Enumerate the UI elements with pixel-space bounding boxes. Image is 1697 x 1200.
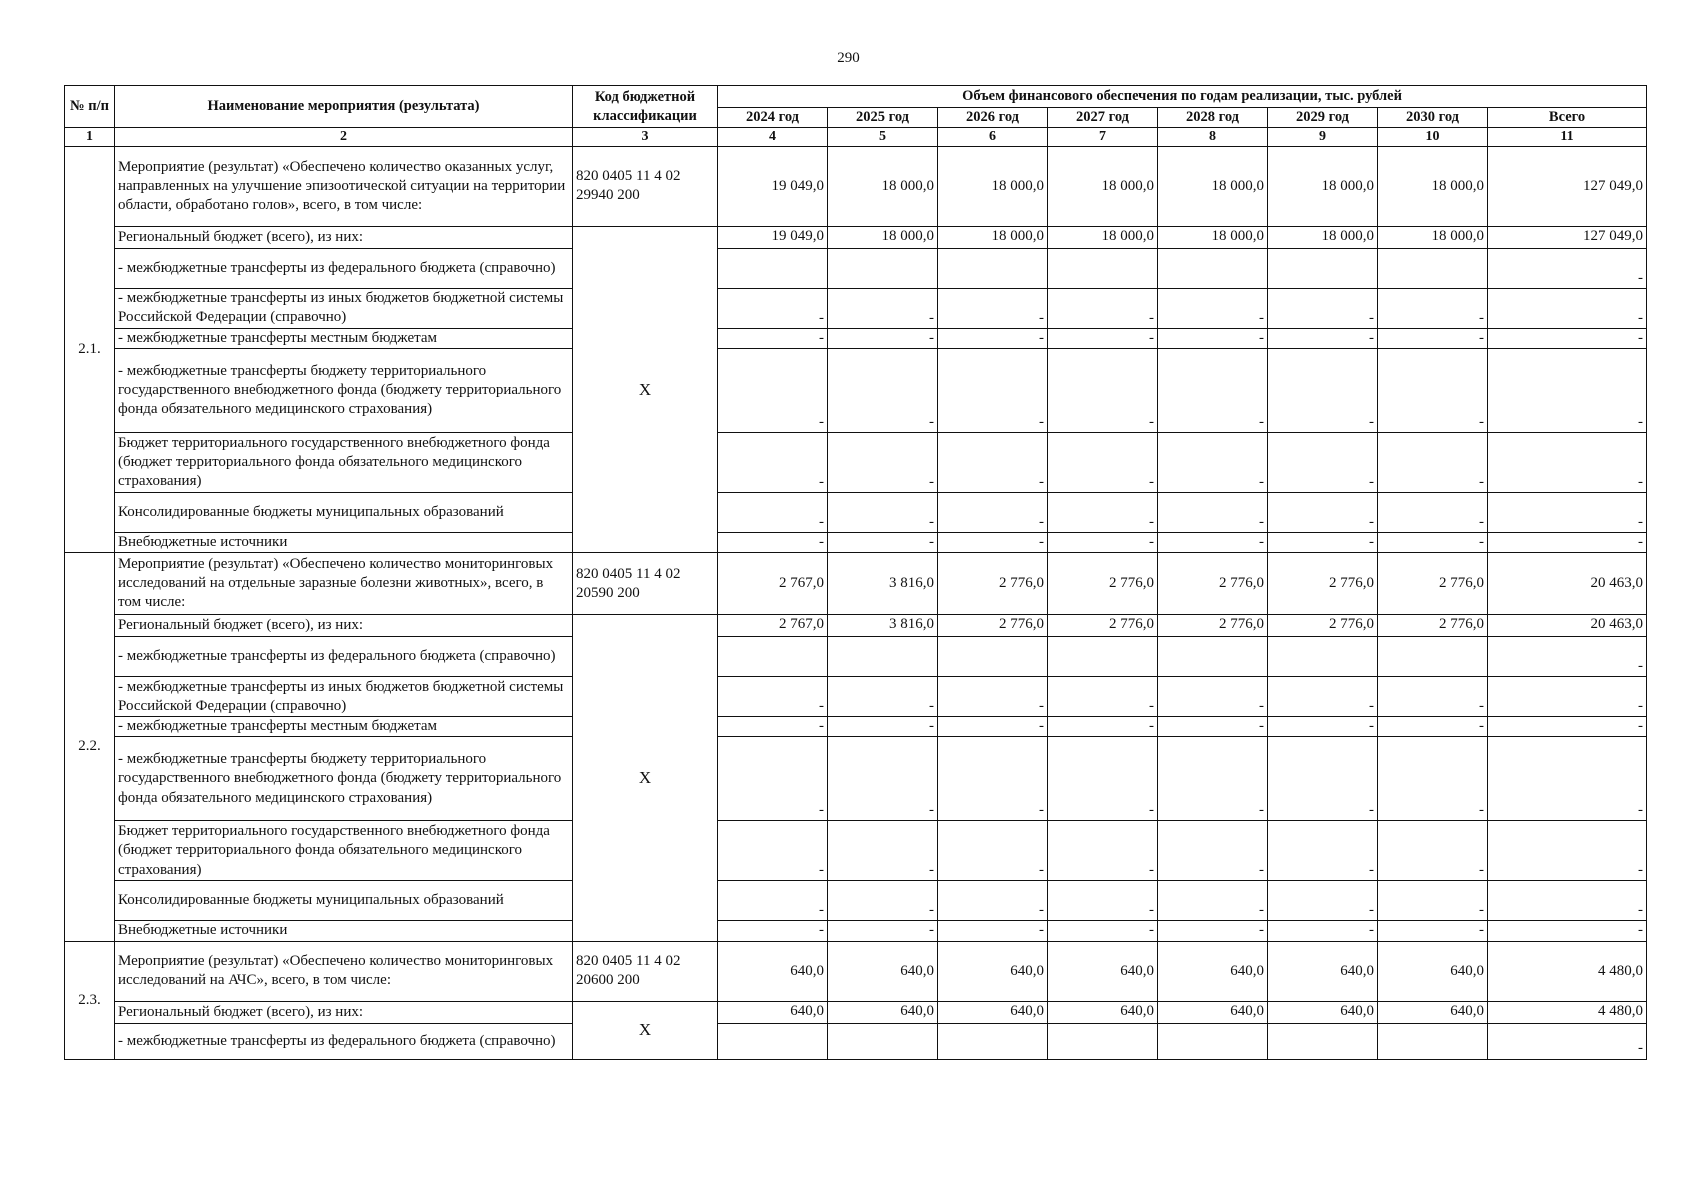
- source-label: - межбюджетные трансферты из иных бюджетов бюджетной системы Российской Федерации (справочно): [115, 677, 573, 717]
- total-value: -: [1488, 821, 1647, 881]
- year-value: -: [938, 328, 1048, 348]
- year-value: [1158, 1023, 1268, 1059]
- budget-source-row: [65, 1001, 1647, 1023]
- year-value: 2 776,0: [1158, 615, 1268, 637]
- year-value: -: [828, 677, 938, 717]
- column-number: 11: [1488, 128, 1647, 147]
- year-value: 640,0: [828, 941, 938, 1001]
- year-value: 2 776,0: [1268, 615, 1378, 637]
- total-value: -: [1488, 921, 1647, 941]
- header-name: Наименование мероприятия (результата): [115, 86, 573, 128]
- year-value: -: [1268, 433, 1378, 493]
- year-value: -: [1268, 288, 1378, 328]
- year-value: 640,0: [1048, 941, 1158, 1001]
- year-value: -: [1378, 717, 1488, 737]
- year-value: 640,0: [938, 941, 1048, 1001]
- budget-source-row: [65, 493, 1647, 533]
- budget-source-row: [65, 717, 1647, 737]
- year-value: -: [1378, 493, 1488, 533]
- budget-source-row: [65, 821, 1647, 881]
- column-number: 1: [65, 128, 115, 147]
- year-value: [1378, 1023, 1488, 1059]
- year-value: -: [718, 349, 828, 433]
- column-number: 6: [938, 128, 1048, 147]
- year-value: -: [1048, 349, 1158, 433]
- source-label: Региональный бюджет (всего), из них:: [115, 615, 573, 637]
- budget-source-row: [65, 737, 1647, 821]
- year-value: [718, 637, 828, 677]
- total-value: 20 463,0: [1488, 615, 1647, 637]
- year-value: 640,0: [1378, 941, 1488, 1001]
- year-value: -: [1268, 737, 1378, 821]
- year-value: 18 000,0: [1268, 146, 1378, 226]
- year-value: [828, 1023, 938, 1059]
- year-value: -: [1158, 881, 1268, 921]
- header-year: 2027 год: [1048, 108, 1158, 128]
- year-value: -: [1268, 677, 1378, 717]
- source-label: - межбюджетные трансферты из иных бюджетов бюджетной системы Российской Федерации (справочно): [115, 288, 573, 328]
- year-value: -: [1378, 737, 1488, 821]
- budget-table: [64, 85, 1647, 1060]
- year-value: -: [1268, 328, 1378, 348]
- total-value: 4 480,0: [1488, 1001, 1647, 1023]
- year-value: -: [938, 349, 1048, 433]
- year-value: -: [1378, 921, 1488, 941]
- year-value: 3 816,0: [828, 615, 938, 637]
- year-value: -: [1268, 349, 1378, 433]
- section-title: Мероприятие (результат) «Обеспечено количество оказанных услуг, направленных на улучшение эпизоотической ситуации на территории области, обработано голов», всего, в том числе:: [115, 146, 573, 226]
- year-value: -: [1048, 921, 1158, 941]
- year-value: -: [828, 533, 938, 553]
- total-value: -: [1488, 737, 1647, 821]
- source-label: Бюджет территориального государственного внебюджетного фонда (бюджет территориального фонда обязательного медицинского страхования): [115, 433, 573, 493]
- section-number: 2.2.: [65, 553, 115, 941]
- year-value: -: [1158, 433, 1268, 493]
- total-value: -: [1488, 349, 1647, 433]
- year-value: -: [1268, 493, 1378, 533]
- year-value: 640,0: [1048, 1001, 1158, 1023]
- year-value: -: [938, 533, 1048, 553]
- year-value: -: [1158, 493, 1268, 533]
- year-value: -: [1158, 717, 1268, 737]
- year-value: 18 000,0: [1048, 226, 1158, 248]
- year-value: -: [938, 493, 1048, 533]
- year-value: -: [1048, 717, 1158, 737]
- column-number: 8: [1158, 128, 1268, 147]
- source-label: - межбюджетные трансферты из федерального бюджета (справочно): [115, 248, 573, 288]
- section-title: Мероприятие (результат) «Обеспечено количество мониторинговых исследований на АЧС», всего, в том числе:: [115, 941, 573, 1001]
- year-value: 640,0: [1158, 941, 1268, 1001]
- year-value: -: [828, 493, 938, 533]
- total-value: -: [1488, 328, 1647, 348]
- total-value: -: [1488, 433, 1647, 493]
- year-value: -: [1378, 349, 1488, 433]
- year-value: [1268, 248, 1378, 288]
- budget-code: 820 0405 11 4 02 20590 200: [573, 553, 718, 615]
- year-value: [718, 1023, 828, 1059]
- budget-source-row: [65, 1023, 1647, 1059]
- year-value: -: [1158, 328, 1268, 348]
- header-year: 2029 год: [1268, 108, 1378, 128]
- total-value: -: [1488, 248, 1647, 288]
- year-value: 18 000,0: [1378, 226, 1488, 248]
- year-value: -: [1158, 677, 1268, 717]
- year-value: 640,0: [938, 1001, 1048, 1023]
- source-label: Региональный бюджет (всего), из них:: [115, 1001, 573, 1023]
- not-applicable-mark: X: [573, 1001, 718, 1059]
- total-value: 20 463,0: [1488, 553, 1647, 615]
- year-value: -: [1268, 821, 1378, 881]
- year-value: -: [1048, 328, 1158, 348]
- year-value: 640,0: [1378, 1001, 1488, 1023]
- page-number: 290: [837, 50, 860, 66]
- year-value: [938, 1023, 1048, 1059]
- budget-source-row: [65, 328, 1647, 348]
- year-value: -: [828, 737, 938, 821]
- year-value: [1378, 248, 1488, 288]
- budget-source-row: [65, 881, 1647, 921]
- column-number: 9: [1268, 128, 1378, 147]
- year-value: 18 000,0: [1378, 146, 1488, 226]
- year-value: 2 767,0: [718, 553, 828, 615]
- year-value: -: [1378, 433, 1488, 493]
- source-label: - межбюджетные трансферты бюджету территориального государственного внебюджетного фонда (бюджету территориального фонда обязательного медицинского страхования): [115, 349, 573, 433]
- year-value: -: [718, 433, 828, 493]
- year-value: -: [718, 677, 828, 717]
- source-label: - межбюджетные трансферты из федерального бюджета (справочно): [115, 1023, 573, 1059]
- year-value: -: [938, 881, 1048, 921]
- year-value: [1048, 637, 1158, 677]
- total-value: -: [1488, 881, 1647, 921]
- year-value: [718, 248, 828, 288]
- year-value: -: [938, 677, 1048, 717]
- year-value: -: [1048, 493, 1158, 533]
- year-value: -: [718, 821, 828, 881]
- year-value: -: [1158, 921, 1268, 941]
- year-value: [828, 637, 938, 677]
- year-value: -: [828, 288, 938, 328]
- year-value: -: [1378, 881, 1488, 921]
- header-total: Всего: [1488, 108, 1647, 128]
- budget-source-row: [65, 433, 1647, 493]
- year-value: 18 000,0: [938, 146, 1048, 226]
- year-value: -: [1048, 288, 1158, 328]
- not-applicable-mark: X: [573, 226, 718, 552]
- year-value: -: [828, 717, 938, 737]
- source-label: - межбюджетные трансферты бюджету территориального государственного внебюджетного фонда (бюджету территориального фонда обязательного медицинского страхования): [115, 737, 573, 821]
- year-value: 18 000,0: [1268, 226, 1378, 248]
- budget-code: 820 0405 11 4 02 29940 200: [573, 146, 718, 226]
- year-value: [828, 248, 938, 288]
- year-value: 18 000,0: [1158, 146, 1268, 226]
- year-value: -: [718, 328, 828, 348]
- year-value: [1378, 637, 1488, 677]
- year-value: -: [718, 737, 828, 821]
- source-label: Консолидированные бюджеты муниципальных образований: [115, 493, 573, 533]
- budget-source-row: [65, 349, 1647, 433]
- section-number: 2.1.: [65, 146, 115, 552]
- total-value: -: [1488, 1023, 1647, 1059]
- year-value: 18 000,0: [828, 146, 938, 226]
- source-label: - межбюджетные трансферты местным бюджетам: [115, 717, 573, 737]
- year-value: -: [1048, 433, 1158, 493]
- year-value: -: [1158, 288, 1268, 328]
- total-value: -: [1488, 677, 1647, 717]
- column-number: 10: [1378, 128, 1488, 147]
- year-value: -: [718, 533, 828, 553]
- year-value: -: [938, 288, 1048, 328]
- column-number: 4: [718, 128, 828, 147]
- year-value: -: [1378, 821, 1488, 881]
- source-label: Внебюджетные источники: [115, 533, 573, 553]
- year-value: 19 049,0: [718, 146, 828, 226]
- total-value: 4 480,0: [1488, 941, 1647, 1001]
- year-value: [1158, 248, 1268, 288]
- section-title: Мероприятие (результат) «Обеспечено количество мониторинговых исследований на отдельные заразные болезни животных», всего, в том числе:: [115, 553, 573, 615]
- source-label: Региональный бюджет (всего), из них:: [115, 226, 573, 248]
- year-value: [1158, 637, 1268, 677]
- total-value: -: [1488, 717, 1647, 737]
- year-value: -: [1268, 881, 1378, 921]
- year-value: 2 776,0: [1048, 553, 1158, 615]
- year-value: [1048, 1023, 1158, 1059]
- year-value: 2 776,0: [1378, 615, 1488, 637]
- year-value: 2 776,0: [938, 553, 1048, 615]
- section-number: 2.3.: [65, 941, 115, 1059]
- year-value: -: [1378, 288, 1488, 328]
- year-value: 2 767,0: [718, 615, 828, 637]
- year-value: -: [938, 433, 1048, 493]
- budget-source-row: [65, 248, 1647, 288]
- year-value: -: [938, 821, 1048, 881]
- year-value: [1268, 637, 1378, 677]
- total-value: -: [1488, 493, 1647, 533]
- year-value: -: [938, 921, 1048, 941]
- header-year: 2026 год: [938, 108, 1048, 128]
- year-value: -: [1048, 821, 1158, 881]
- not-applicable-mark: X: [573, 615, 718, 941]
- source-label: Бюджет территориального государственного внебюджетного фонда (бюджет территориального фонда обязательного медицинского страхования): [115, 821, 573, 881]
- year-value: -: [828, 921, 938, 941]
- source-label: - межбюджетные трансферты из федерального бюджета (справочно): [115, 637, 573, 677]
- section-row: [65, 146, 1647, 226]
- year-value: [938, 248, 1048, 288]
- year-value: 3 816,0: [828, 553, 938, 615]
- total-value: -: [1488, 288, 1647, 328]
- column-number: 2: [115, 128, 573, 147]
- year-value: [1048, 248, 1158, 288]
- budget-source-row: [65, 637, 1647, 677]
- budget-code: 820 0405 11 4 02 20600 200: [573, 941, 718, 1001]
- year-value: -: [1378, 677, 1488, 717]
- year-value: -: [718, 921, 828, 941]
- year-value: -: [1378, 533, 1488, 553]
- year-value: -: [718, 493, 828, 533]
- budget-source-row: [65, 615, 1647, 637]
- year-value: 2 776,0: [1268, 553, 1378, 615]
- year-value: -: [718, 881, 828, 921]
- year-value: -: [1268, 533, 1378, 553]
- year-value: -: [828, 821, 938, 881]
- year-value: 19 049,0: [718, 226, 828, 248]
- header-num: № п/п: [65, 86, 115, 128]
- year-value: 640,0: [1268, 941, 1378, 1001]
- year-value: -: [828, 433, 938, 493]
- year-value: 2 776,0: [938, 615, 1048, 637]
- year-value: -: [1048, 737, 1158, 821]
- year-value: 640,0: [1158, 1001, 1268, 1023]
- year-value: -: [1268, 717, 1378, 737]
- header-year: 2028 год: [1158, 108, 1268, 128]
- year-value: 640,0: [718, 941, 828, 1001]
- budget-source-row: [65, 288, 1647, 328]
- column-number: 3: [573, 128, 718, 147]
- source-label: Внебюджетные источники: [115, 921, 573, 941]
- budget-source-row: [65, 533, 1647, 553]
- year-value: 18 000,0: [938, 226, 1048, 248]
- source-label: - межбюджетные трансферты местным бюджетам: [115, 328, 573, 348]
- year-value: 2 776,0: [1378, 553, 1488, 615]
- total-value: -: [1488, 637, 1647, 677]
- year-value: 640,0: [828, 1001, 938, 1023]
- year-value: -: [1048, 533, 1158, 553]
- year-value: -: [1378, 328, 1488, 348]
- year-value: [1268, 1023, 1378, 1059]
- year-value: -: [1158, 349, 1268, 433]
- header-year: 2024 год: [718, 108, 828, 128]
- budget-source-row: [65, 226, 1647, 248]
- header-year: 2025 год: [828, 108, 938, 128]
- year-value: 2 776,0: [1048, 615, 1158, 637]
- header-year: 2030 год: [1378, 108, 1488, 128]
- year-value: -: [1048, 881, 1158, 921]
- column-number: 7: [1048, 128, 1158, 147]
- budget-source-row: [65, 677, 1647, 717]
- column-number: 5: [828, 128, 938, 147]
- section-row: [65, 553, 1647, 615]
- year-value: -: [828, 349, 938, 433]
- total-value: -: [1488, 533, 1647, 553]
- year-value: 18 000,0: [1048, 146, 1158, 226]
- year-value: -: [1048, 677, 1158, 717]
- source-label: Консолидированные бюджеты муниципальных образований: [115, 881, 573, 921]
- year-value: -: [718, 717, 828, 737]
- year-value: -: [1158, 737, 1268, 821]
- year-value: 640,0: [718, 1001, 828, 1023]
- total-value: 127 049,0: [1488, 226, 1647, 248]
- year-value: 2 776,0: [1158, 553, 1268, 615]
- total-value: 127 049,0: [1488, 146, 1647, 226]
- header-volume: Объем финансового обеспечения по годам реализации, тыс. рублей: [718, 86, 1647, 108]
- year-value: -: [1268, 921, 1378, 941]
- section-row: [65, 941, 1647, 1001]
- year-value: -: [828, 881, 938, 921]
- year-value: 18 000,0: [828, 226, 938, 248]
- year-value: 640,0: [1268, 1001, 1378, 1023]
- year-value: -: [1158, 821, 1268, 881]
- year-value: -: [938, 717, 1048, 737]
- year-value: -: [938, 737, 1048, 821]
- year-value: -: [828, 328, 938, 348]
- year-value: [938, 637, 1048, 677]
- header-code: Код бюджетной классификации: [573, 86, 718, 128]
- budget-source-row: [65, 921, 1647, 941]
- year-value: -: [718, 288, 828, 328]
- year-value: 18 000,0: [1158, 226, 1268, 248]
- year-value: -: [1158, 533, 1268, 553]
